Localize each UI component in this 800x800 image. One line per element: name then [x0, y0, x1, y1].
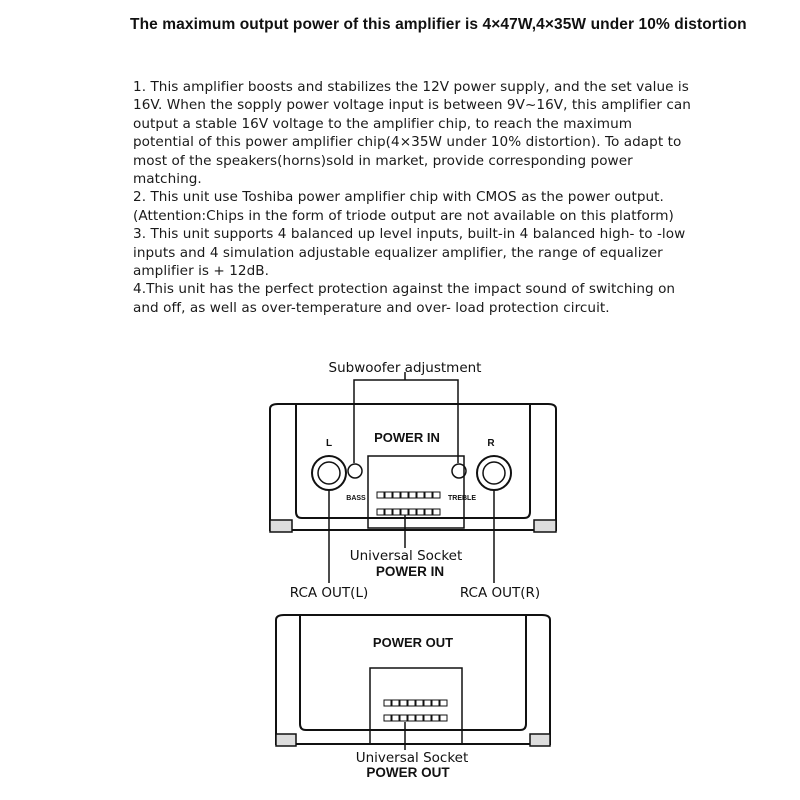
paragraph-4: 4.This unit has the perfect protection against the impact sound of switching on and off, as well as over-temperature and over- load protection circuit.	[133, 281, 676, 316]
bass-label: BASS	[346, 495, 366, 502]
page-heading: The maximum output power of this amplifier is 4×47W,4×35W under 10% distortion	[130, 16, 747, 33]
subwoofer-label: Subwoofer adjustment	[328, 360, 482, 376]
universal-socket-label-top: Universal Socket	[349, 548, 463, 564]
universal-socket-label-bottom: Universal Socket	[355, 750, 469, 766]
socket-pins-bottom	[384, 700, 447, 721]
left-channel-marker: L	[325, 438, 333, 449]
socket-pins-top	[377, 492, 440, 515]
paragraph-1: 1. This amplifier boosts and stabilizes the 12V power supply, and the set value is 16V. When the sopply power voltage input is between 9V~16V, this amplifier can output a stable 16V voltage to the amplifier chip, to reach the maximum potential of this power amplifier chip(4×35W under 10% distortion). To adapt to most of the speakers(horns)sold in market, provide corresponding power matching.	[133, 79, 691, 188]
paragraph-3: 3. This unit supports 4 balanced up level inputs, built-in 4 balanced high- to -low inputs and 4 simulation adjustable equalizer amplifier, the range of equalizer amplifier is + 12dB.	[133, 226, 686, 280]
paragraph-2: 2. This unit use Toshiba power amplifier chip with CMOS as the power output.(Attention:Chips in the form of triode output are not available on this platform)	[133, 189, 674, 224]
right-channel-marker: R	[487, 438, 495, 449]
treble-label: TREBLE	[448, 495, 476, 502]
power-in-title: POWER IN	[374, 430, 440, 445]
power-out-sublabel: POWER OUT	[366, 765, 450, 780]
power-in-sublabel: POWER IN	[375, 564, 445, 579]
power-in-panel	[270, 404, 556, 532]
rca-out-right-label: RCA OUT(R)	[459, 585, 541, 601]
rca-out-left-label: RCA OUT(L)	[289, 585, 369, 601]
power-out-title: POWER OUT	[372, 635, 454, 650]
